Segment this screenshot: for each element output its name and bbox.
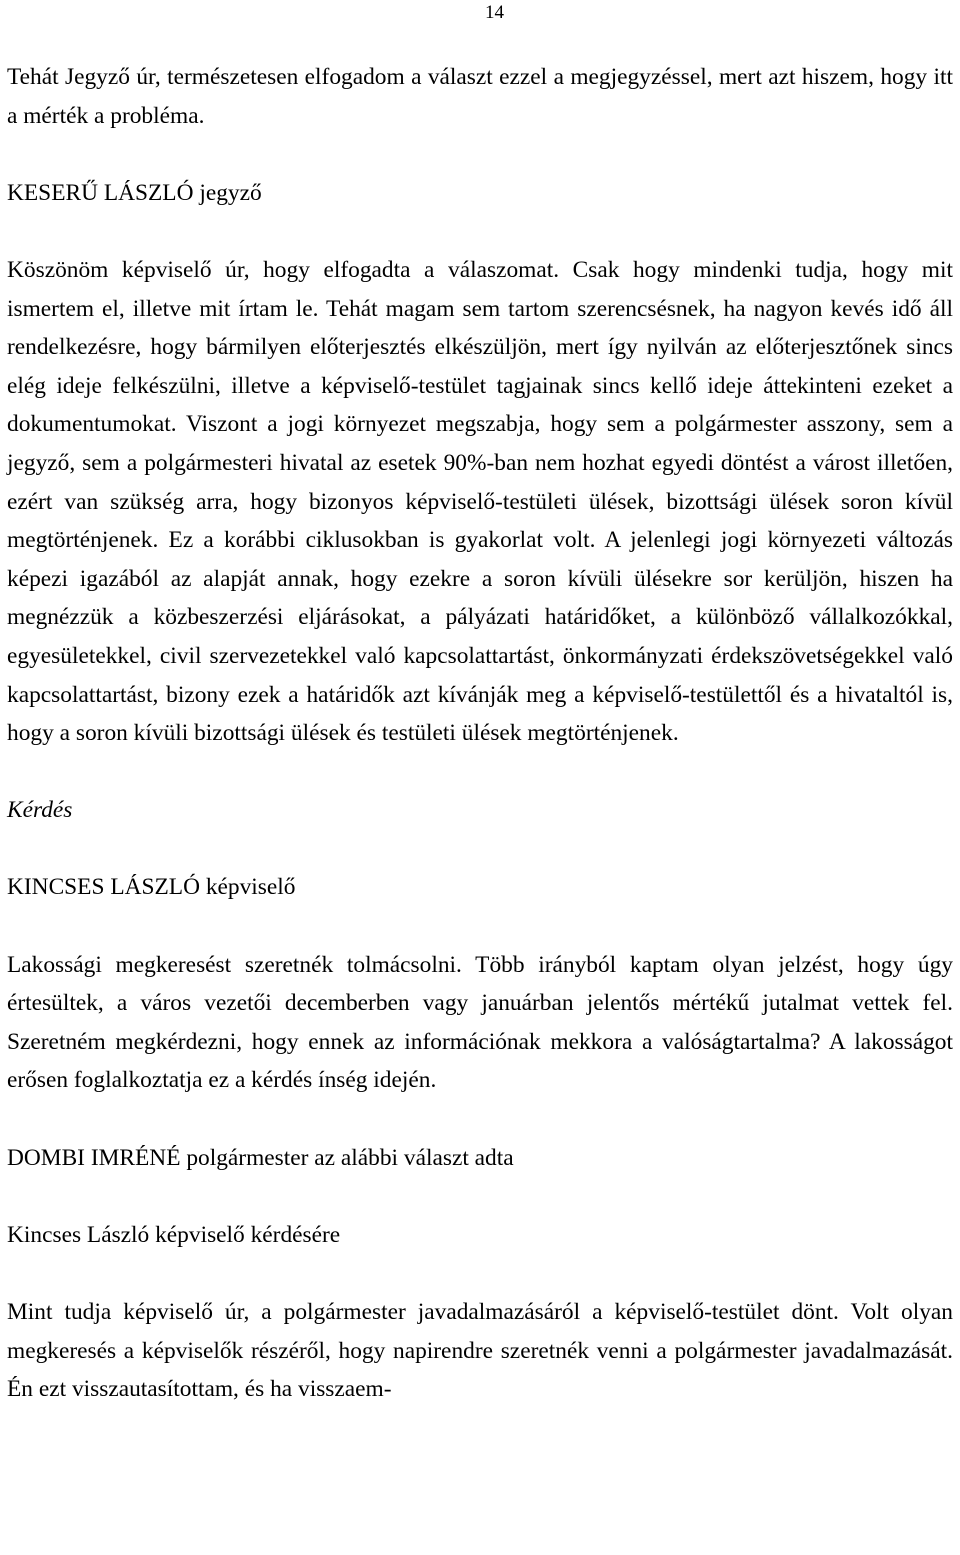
speaker-dombi-imrene: DOMBI IMRÉNÉ polgármester az alábbi választ adta xyxy=(7,1144,514,1171)
answer-recipient-line: Kincses László képviselő kérdésére xyxy=(7,1221,341,1248)
paragraph-closing-remark: Tehát Jegyző úr, természetesen elfogadom a választ ezzel a megjegyzéssel, mert azt hiszem, hogy itt a mérték a probléma. xyxy=(7,64,953,129)
paragraph-jegyzo-response: Köszönöm képviselő úr, hogy elfogadta a válaszomat. Csak hogy mindenki tudja, hogy mit ismertem el, illetve mit írtam le. Tehát magam sem tartom szerencsésnek, ha nagyon kevés idő áll rendelkezésre, hogy bármilyen előterjesztés elkészüljön, mert így nyilván az előterjesztőnek sincs elég ideje felkészülni, illetve a képviselő-testület tagjainak sincs kellő ideje áttekinteni ezeket a dokumentumokat. Viszont a jogi környezet megszabja, hogy sem a polgármester asszony, sem a jegyző, sem a polgármesteri hivatal az esetek 90%-ban nem hozhat egyedi döntést a várost illetően, ezért van szükség arra, hogy bizonyos képviselő-testületi ülések, bizottsági ülések soron kívül megtörténjenek. Ez a korábbi ciklusokban is gyakorlat volt. A jelenlegi jogi környezeti változás képezi igazából az alapját annak, hogy ezekre a soron kívüli ülésekre sor kerüljön, hiszen ha megnézzük a közbeszerzési eljárásokat, a pályázati határidőket, a különböző vállalkozókkal, egyesületekkel, civil szervezetekkel való kapcsolattartást, önkormányzati érdekszövetségekkel való kapcsolattartást, bizony ezek a határidők azt kívánják meg a képviselő-testülettől és a hivataltól is, hogy a soron kívüli bizottsági ülések és testületi ülések megtörténjenek. xyxy=(7,256,953,747)
paragraph-answer: Mint tudja képviselő úr, a polgármester javadalmazásáról a képviselő-testület dönt. Volt olyan megkeresés a képviselők részéről, hogy napirendre szeretnék venni a polgármester javadalmazását. Én ezt visszautasítottam, és ha visszaem- xyxy=(7,1299,953,1403)
speaker-kincses-laszlo: KINCSES LÁSZLÓ képviselő xyxy=(7,874,296,901)
document-body xyxy=(7,58,953,1409)
speaker-keseru-laszlo: KESERŰ LÁSZLÓ jegyző xyxy=(7,179,262,206)
page-number: 14 xyxy=(485,2,504,23)
paragraph-question: Lakossági megkeresést szeretnék tolmácsolni. Több irányból kaptam olyan jelzést, hogy úgy értesültek, a város vezetői decemberben vagy januárban jelentős mértékű jutalmat vettek fel. Szeretném megkérdezni, hogy ennek az információnak mekkora a valóságtartalma? A lakosságot erősen foglalkoztatja ez a kérdés ínség idején. xyxy=(7,951,953,1094)
section-heading-kerdes: Kérdés xyxy=(7,797,73,824)
